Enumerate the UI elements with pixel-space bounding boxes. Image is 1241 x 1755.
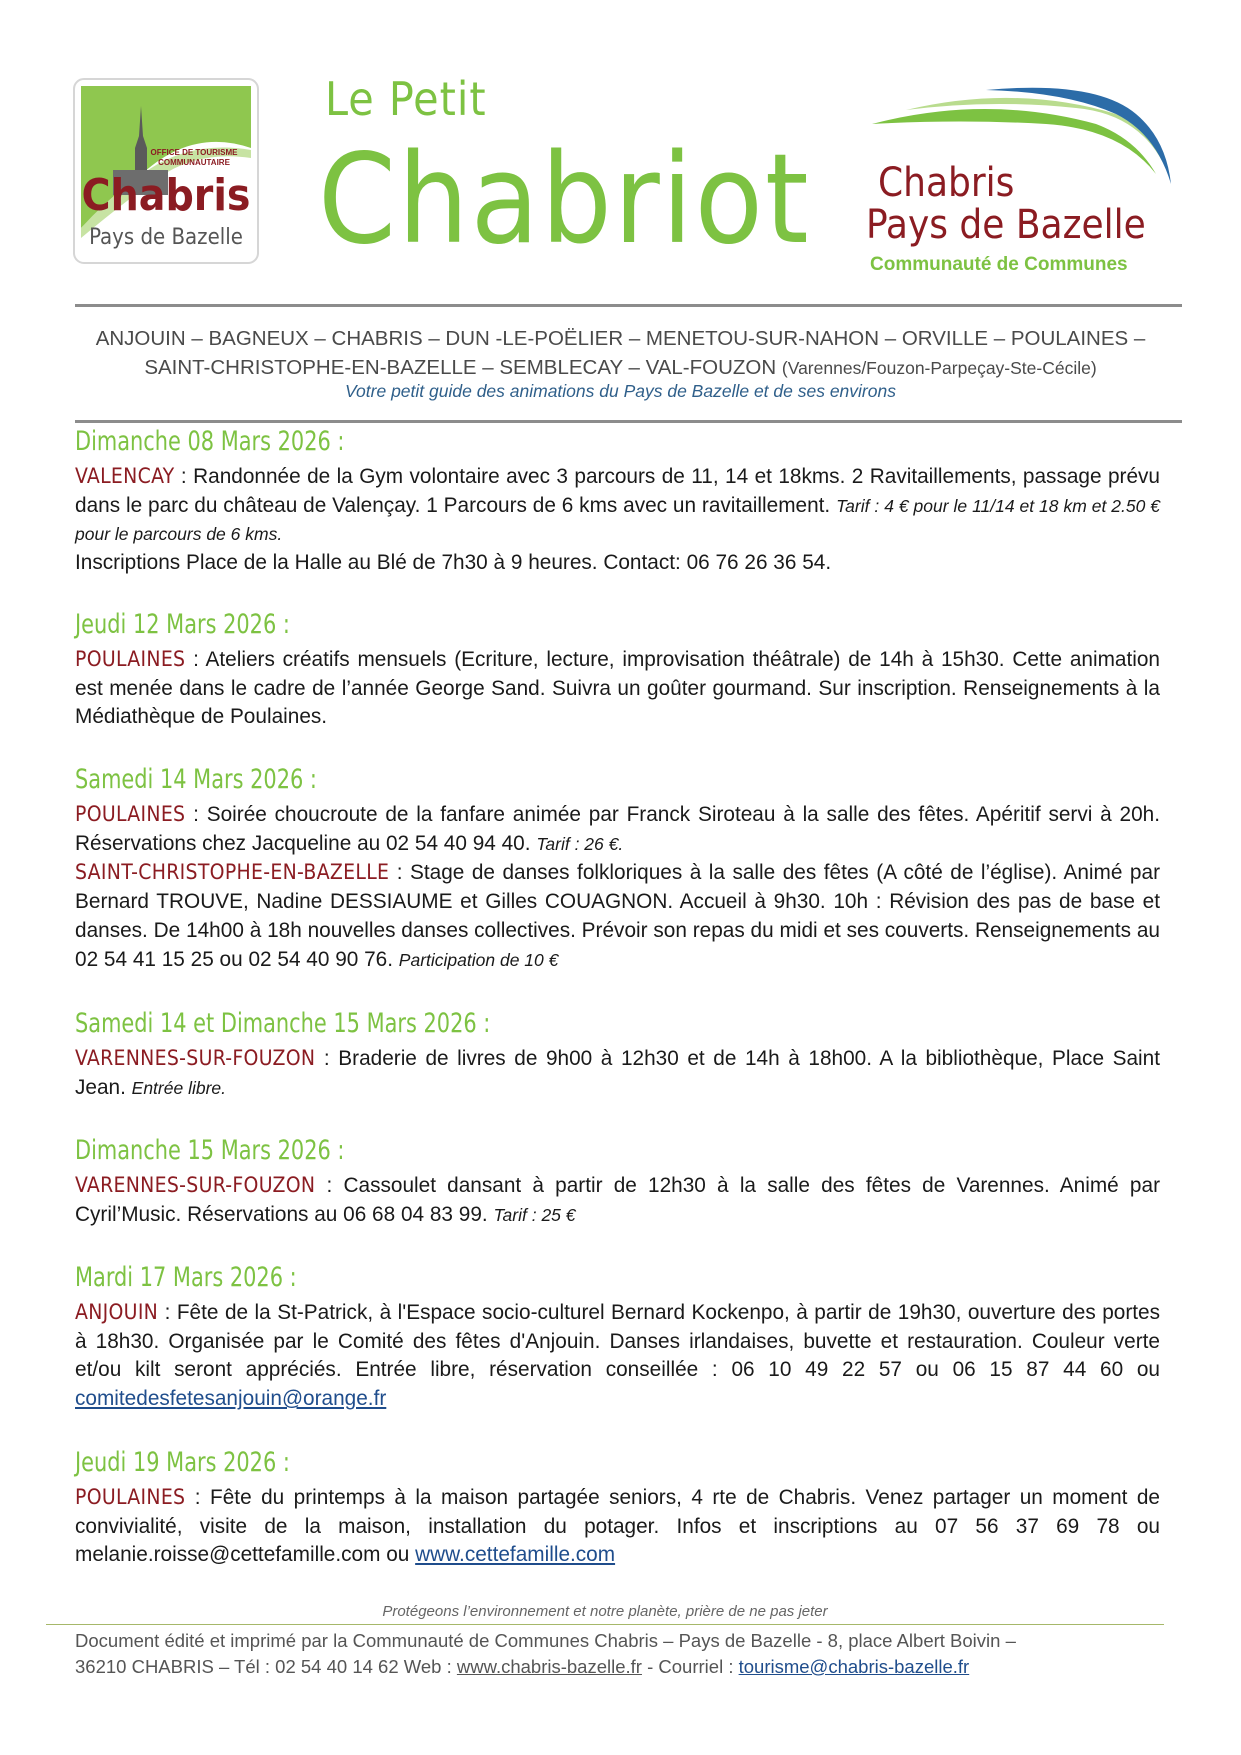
event-date: Dimanche 08 Mars 2026 : — [75, 426, 345, 457]
communes-line-2: SAINT-CHRISTOPHE-EN-BAZELLE – SEMBLECAY – VAL-FOUZON (Varennes/Fouzon-Parpeçay-Ste-Cécile) — [144, 356, 1097, 379]
event-date: Samedi 14 Mars 2026 : — [75, 764, 317, 795]
event-day — [75, 762, 1160, 974]
anjouin-email-link[interactable]: comitedesfetesanjouin@orange.fr — [75, 1387, 387, 1411]
event-entry: VARENNES-SUR-FOUZON : Cassoulet dansant à partir de 12h30 à la salle des fêtes de Varennes. Animé par Cyril’Music. Réservations au 06 68 04 83 99. Tarif : 25 € — [75, 1173, 1160, 1226]
event-place: VALENCAY — [75, 464, 175, 488]
office-logo-small-text: OFFICE DE TOURISME COMMUNAUTAIRE — [150, 148, 238, 167]
footer-divider — [46, 1624, 1164, 1625]
footer-eco-note: Protégeons l’environnement et notre planète, prière de ne pas jeter — [382, 1603, 828, 1620]
event-entry: VALENCAY : Randonnée de la Gym volontaire avec 3 parcours de 11, 14 et 18kms. 2 Ravitaillements, passage prévu dans le parc du château de Valençay. 1 Parcours de 6 kms avec un ravitaillement. Tarif : 4 € pour le 11/14 et 18 km et 2.50 € pour le parcours de 6 kms. Inscriptions Place de la Halle au Blé de 7h30 à 9 heures. Contact: 06 76 26 36 54. — [75, 464, 1161, 575]
cc-logo-line1: Chabris — [878, 160, 1015, 206]
event-entry: POULAINES : Soirée choucroute de la fanfare animée par Franck Siroteau à la salle des fêtes. Apéritif servi à 20h. Réservations chez Jacqueline au 02 54 40 94 40. Tarif : 26 €. — [75, 802, 1160, 855]
cc-logo-line2: Pays de Bazelle — [866, 202, 1146, 248]
cc-logo-line3: Communauté de Communes — [870, 254, 1128, 275]
office-logo-name: Chabris — [81, 170, 251, 221]
event-place: POULAINES — [75, 1485, 186, 1509]
event-place: POULAINES — [75, 647, 186, 671]
tagline: Votre petit guide des animations du Pays de Bazelle et de ses environs — [345, 381, 896, 401]
event-place: SAINT-CHRISTOPHE-EN-BAZELLE — [75, 860, 390, 885]
event-entry: POULAINES : Fête du printemps à la maison partagée seniors, 4 rte de Chabris. Venez partager un moment de convivialité, visite de la maison, installation du potager. Infos et inscriptions au 07 56 37 69 78 ou melanie.roisse@cettefamille.com ou www.cettefamille.com — [75, 1485, 1160, 1567]
event-day — [75, 1445, 1160, 1570]
event-date: Jeudi 19 Mars 2026 : — [75, 1447, 290, 1478]
website-link[interactable]: www.chabris-bazelle.fr — [456, 1656, 642, 1677]
communes-list — [60, 324, 1181, 383]
newsletter-title: Chabriot — [318, 128, 811, 272]
event-date: Dimanche 15 Mars 2026 : — [75, 1135, 345, 1166]
cettefamille-link[interactable]: www.cettefamille.com — [415, 1543, 616, 1567]
email-link[interactable]: tourisme@chabris-bazelle.fr — [738, 1656, 970, 1677]
event-day — [75, 1133, 1160, 1229]
event-day — [75, 1260, 1160, 1414]
communaute-communes-logo — [866, 84, 1182, 284]
event-date: Jeudi 12 Mars 2026 : — [75, 609, 290, 640]
event-entry: ANJOUIN : Fête de la St-Patrick, à l'Espace socio-culturel Bernard Kockenpo, à partir de 19h30, ouverture des portes à 18h30. Organisée par le Comité des fêtes d'Anjouin. Danses irlandaises, buvette et restauration. Couleur verte et/ou kilt seront appréciés. Entrée libre, réservation conseillée : 06 10 49 22 57 ou 06 15 87 44 60 ou comitedesfetesanjouin@orange.fr — [75, 1300, 1160, 1411]
event-entry: SAINT-CHRISTOPHE-EN-BAZELLE : Stage de danses folkloriques à la salle des fêtes (A côté de l’église). Animé par Bernard TROUVE, Nadine DESSIAUME et Gilles COUAGNON. Accueil à 9h30. 10h : Révision des pas de base et danses. De 14h00 à 18h nouvelles danses collectives. Prévoir son repas du midi et ses couverts. Renseignements au 02 54 41 15 25 ou 02 54 40 90 76. Participation de 10 € — [75, 860, 1160, 971]
event-place: ANJOUIN — [75, 1300, 159, 1324]
event-place: VARENNES-SUR-FOUZON — [75, 1173, 316, 1197]
event-date: Samedi 14 et Dimanche 15 Mars 2026 : — [75, 1008, 491, 1039]
event-day — [75, 1006, 1160, 1102]
newsletter-title-small: Le Petit — [325, 72, 487, 126]
event-place: VARENNES-SUR-FOUZON — [75, 1046, 316, 1070]
event-place: POULAINES — [75, 802, 186, 826]
office-logo-subtitle: Pays de Bazelle — [89, 225, 243, 250]
footer-contact: Document édité et imprimé par la Communauté de Communes Chabris – Pays de Bazelle - 8, place Albert Boivin – 36210 CHABRIS – Tél : 02 54 40 14 62 Web : www.chabris-bazelle.fr - Courriel : tourisme@chabris-bazelle.fr — [75, 1630, 1016, 1677]
event-entry: POULAINES : Ateliers créatifs mensuels (Ecriture, lecture, improvisation théâtrale) de 14h à 15h30. Cette animation est menée dans le cadre de l’année George Sand. Suivra un goûter gourmand. Sur inscription. Renseignements à la Médiathèque de Poulaines. — [75, 647, 1160, 729]
event-day — [75, 607, 1160, 732]
event-day — [75, 424, 1160, 578]
communes-line-1: ANJOUIN – BAGNEUX – CHABRIS – DUN -LE-POËLIER – MENETOU-SUR-NAHON – ORVILLE – POULAINES – — [95, 327, 1146, 350]
event-entry: VARENNES-SUR-FOUZON : Braderie de livres de 9h00 à 12h30 et de 14h à 18h00. A la bibliothèque, Place Saint Jean. Entrée libre. — [75, 1046, 1160, 1099]
events-divider — [75, 420, 1182, 423]
office-tourisme-logo — [73, 78, 259, 264]
event-date: Mardi 17 Mars 2026 : — [75, 1262, 297, 1293]
header-divider — [75, 304, 1182, 307]
